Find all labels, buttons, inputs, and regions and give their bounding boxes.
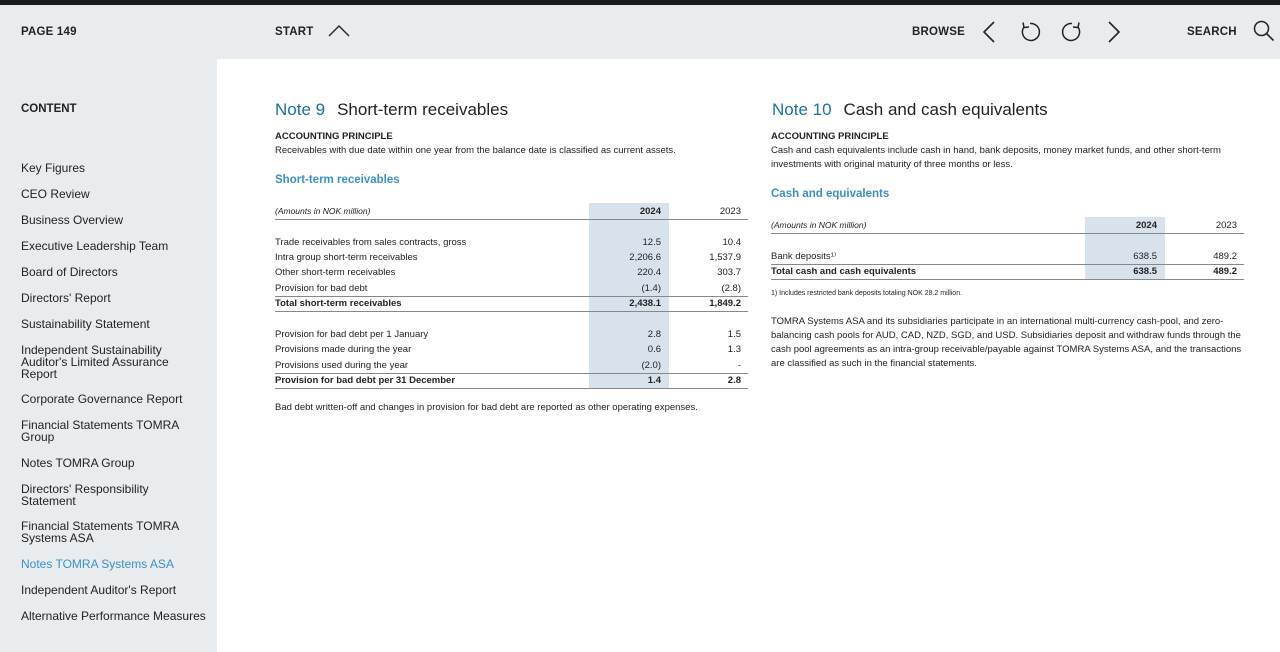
search-label[interactable]: SEARCH (1187, 26, 1237, 38)
value-2023: 10.4 (722, 237, 741, 248)
note-9-heading (275, 100, 508, 120)
sidebar-item-sustainability-statement[interactable]: Sustainability Statement (21, 317, 150, 331)
note-10-body-text: TOMRA Systems ASA and its subsidiaries participate in an international multi-currency cash-pool, and zero-balancing cash pools for AUD, CAD, NZD, SGD, and USD. Subsidiaries deposit and withdraw funds through the cash pool agreements as an intra-group receivable/payable against TOMRA Systems ASA, and the transactions are classified as such in the financial statements. (771, 316, 1242, 369)
value-2023: 1.3 (727, 344, 741, 355)
note-9-footer-text: Bad debt written-off and changes in provision for bad debt are reported as other operating expenses. (275, 402, 698, 413)
sidebar-item-directors-responsibility[interactable]: Directors' Responsibility Statement (21, 482, 149, 508)
row-label: Provision for bad debt per 1 January (275, 329, 429, 340)
row-label: Provisions used during the year (275, 360, 409, 371)
row-label: Bank deposits¹⁾ (771, 251, 837, 262)
value-2023: 2.8 (727, 375, 741, 386)
col-2023-header: 2023 (1215, 220, 1237, 231)
table-total-row (275, 296, 748, 311)
page-number: PAGE 149 (21, 26, 77, 38)
note-9-subheading: Short-term receivables (275, 174, 400, 186)
table-row (275, 281, 748, 296)
cash-equivalents-table (771, 217, 1244, 282)
note-9-title: Short-term receivables (337, 100, 509, 119)
row-label: Intra group short-term receivables (275, 252, 418, 263)
sidebar-item-notes-group[interactable]: Notes TOMRA Group (21, 456, 135, 470)
top-navigation-bar (0, 5, 1280, 59)
table-total-row (275, 373, 748, 388)
table-header-row (771, 218, 1244, 233)
table-row (771, 249, 1244, 264)
note-9-number: Note 9 (275, 100, 326, 119)
table-row (275, 235, 748, 250)
chevron-right-icon[interactable] (1107, 21, 1121, 43)
value-2023: 489.2 (1213, 251, 1237, 262)
value-2024: 2,438.1 (629, 298, 661, 309)
note-10-heading (772, 100, 1048, 120)
sidebar-item-key-figures[interactable]: Key Figures (21, 161, 86, 175)
note-10-accounting-principle-heading: ACCOUNTING PRINCIPLE (771, 131, 889, 142)
row-label: Provisions made during the year (275, 344, 412, 355)
start-label[interactable]: START (275, 26, 314, 38)
short-term-receivables-table (275, 203, 748, 393)
amounts-label: (Amounts in NOK million) (275, 206, 371, 216)
value-2023: 303.7 (717, 267, 741, 278)
sidebar-item-notes-asa[interactable]: Notes TOMRA Systems ASA (21, 557, 174, 571)
note-10-title: Cash and cash equivalents (843, 100, 1048, 119)
chevron-left-icon[interactable] (982, 21, 996, 43)
table-of-contents-sidebar (0, 59, 217, 652)
value-2024: 2.8 (647, 329, 661, 340)
sidebar-item-financial-statements-group[interactable]: Financial Statements TOMRA Group (21, 418, 179, 444)
note-10-accounting-principle-text: Cash and cash equivalents include cash in hand, bank deposits, money market funds, and other short-term investments with original maturity of three months or less. (771, 145, 1221, 170)
value-2024: 0.6 (647, 344, 661, 355)
row-label: Trade receivables from sales contracts, gross (275, 237, 467, 248)
note-9-accounting-principle-text: Receivables with due date within one year from the balance date is classified as current assets. (275, 145, 676, 156)
note-9-accounting-principle-heading: ACCOUNTING PRINCIPLE (275, 131, 393, 142)
sidebar-item-corporate-governance-report[interactable]: Corporate Governance Report (21, 392, 183, 406)
row-label: Other short-term receivables (275, 267, 396, 278)
row-label: Total short-term receivables (275, 298, 402, 309)
value-2024: 2,206.6 (629, 252, 661, 263)
redo-icon[interactable] (1061, 21, 1083, 43)
value-2023: 489.2 (1213, 266, 1237, 277)
sidebar-item-financial-statements-asa[interactable]: Financial Statements TOMRA Systems ASA (21, 519, 179, 545)
sidebar-item-alternative-performance-measures[interactable]: Alternative Performance Measures (21, 609, 206, 623)
value-2024: 1.4 (647, 375, 661, 386)
value-2023: 1.5 (727, 329, 741, 340)
row-label: Provision for bad debt (275, 283, 368, 294)
row-label: Total cash and cash equivalents (771, 266, 917, 277)
value-2024: (1.4) (641, 283, 661, 294)
row-label: Provision for bad debt per 31 December (275, 375, 456, 386)
sidebar-item-board-of-directors[interactable]: Board of Directors (21, 265, 118, 279)
table-header-row (275, 204, 748, 219)
search-icon[interactable] (1253, 20, 1275, 42)
note-10-subheading: Cash and equivalents (771, 188, 890, 200)
col-2024-header: 2024 (1135, 220, 1157, 231)
table-row (275, 358, 748, 373)
table-row (275, 327, 748, 342)
sidebar-item-independent-sustainability-report[interactable]: Independent Sustainability Auditor's Limited Assurance Report (21, 343, 169, 381)
table-row (275, 342, 748, 357)
contents-heading: CONTENT (21, 103, 77, 115)
value-2024: 638.5 (1133, 251, 1157, 262)
sidebar-item-independent-auditors-report[interactable]: Independent Auditor's Report (21, 583, 177, 597)
chevron-up-icon[interactable] (328, 24, 350, 38)
sidebar-item-business-overview[interactable]: Business Overview (21, 213, 124, 227)
sidebar-item-ceo-review[interactable]: CEO Review (21, 187, 90, 201)
value-2024: 638.5 (1133, 266, 1157, 277)
browse-label: BROWSE (912, 26, 965, 38)
table-total-row (771, 264, 1244, 279)
value-2024: (2.0) (641, 360, 661, 371)
table-row (275, 250, 748, 265)
col-2023-header: 2023 (719, 206, 741, 217)
table-row (275, 265, 748, 280)
amounts-label: (Amounts in NOK million) (771, 220, 867, 230)
note-10-number: Note 10 (772, 100, 832, 119)
sidebar-item-directors-report[interactable]: Directors' Report (21, 291, 111, 305)
page-content (217, 59, 1280, 652)
value-2023: 1,849.2 (709, 298, 741, 309)
value-2024: 12.5 (642, 237, 661, 248)
sidebar-item-executive-leadership-team[interactable]: Executive Leadership Team (21, 239, 169, 253)
value-2023: - (737, 360, 741, 371)
col-2024-header: 2024 (639, 206, 661, 217)
note-10-footnote: 1) Includes restricted bank deposits totaling NOK 28.2 million. (771, 290, 963, 297)
value-2023: (2.8) (721, 283, 741, 294)
value-2023: 1,537.9 (709, 252, 741, 263)
undo-icon[interactable] (1019, 21, 1041, 43)
value-2024: 220.4 (637, 267, 661, 278)
